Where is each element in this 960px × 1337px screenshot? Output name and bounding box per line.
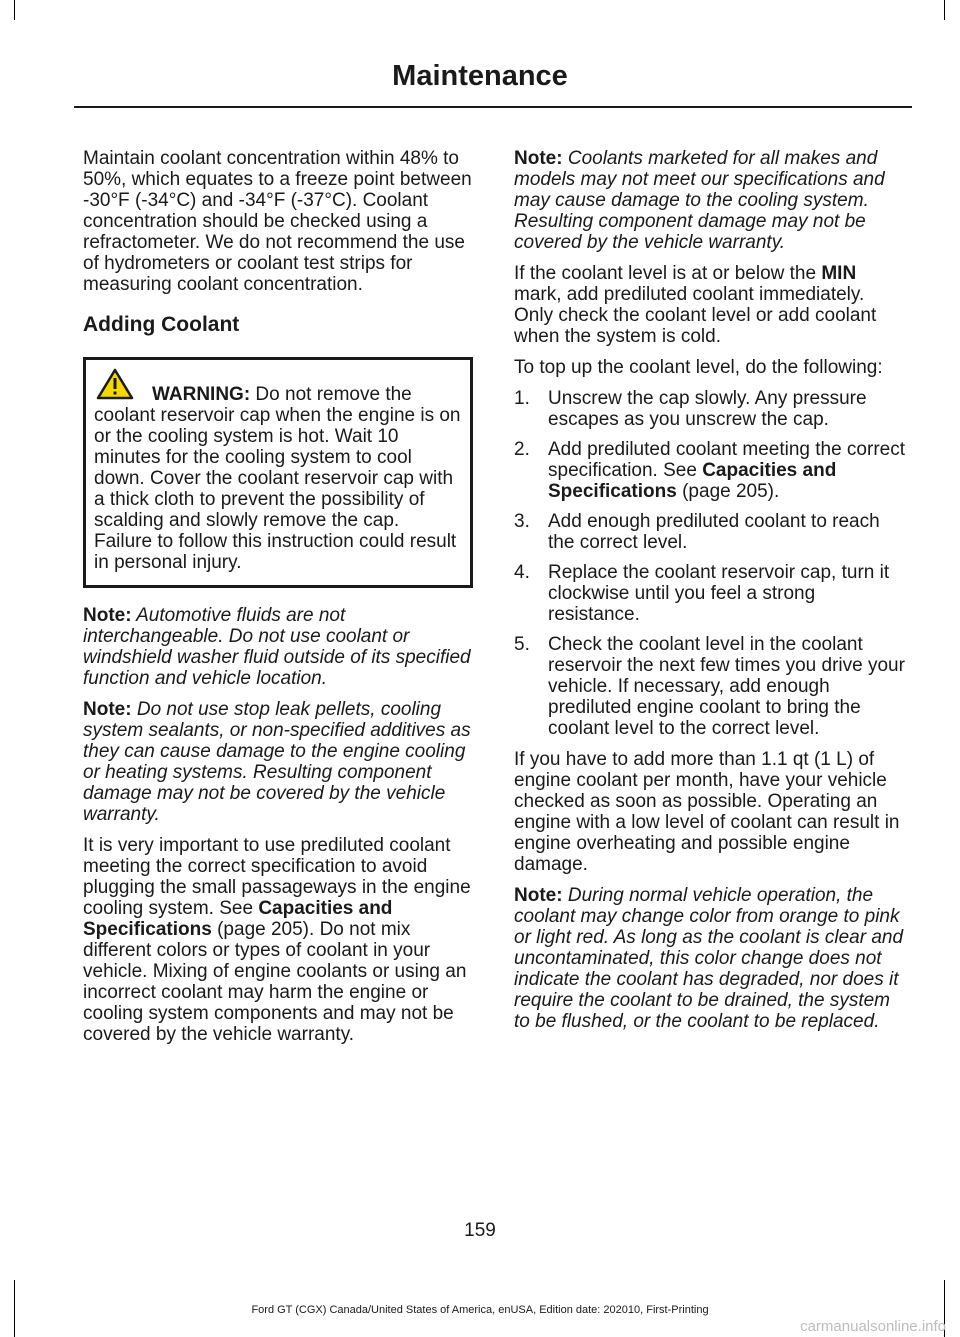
step-number: 4. (514, 562, 530, 583)
step-text: (page 205). (676, 481, 780, 502)
page-number: 159 (464, 1220, 496, 1241)
left-column (83, 148, 475, 1055)
step-number: 3. (514, 511, 530, 532)
note-label: Note: (514, 885, 563, 906)
paragraph-text: It is very important to use prediluted coolant meeting the correct specification to avoid plugging the small passageways in the engine cooling system. See (83, 835, 471, 919)
crop-mark-top-left (14, 0, 15, 20)
crop-mark-top-right (944, 0, 945, 20)
list-item (514, 511, 906, 553)
intro-paragraph: Maintain coolant concentration within 48% to 50%, which equates to a freeze point between -30°F (-34°C) and -34°F (-37°C). Coolant concentration should be checked using a refractometer. We do not recommend the use of hydrometers or coolant test strips for measuring coolant concentration. (83, 148, 472, 295)
add-more-paragraph: If you have to add more than 1.1 qt (1 L) of engine coolant per month, have your vehicle checked as soon as possible. Operating an engine with a low level of coolant can result in engine overheating and possible engine damage. (514, 749, 900, 875)
topup-steps-list (514, 388, 906, 739)
warning-text (94, 384, 462, 573)
list-item (514, 634, 906, 739)
warning-label: WARNING: (152, 384, 251, 405)
note-text: Automotive fluids are not interchangeable. Do not use coolant or windshield washer fluid outside of its specified function and vehicle location. (83, 605, 471, 689)
header-divider (74, 106, 912, 108)
note-coolants-marketed (514, 148, 906, 253)
note-text: Do not use stop leak pellets, cooling system sealants, or non-specified additives as they can cause damage to the engine cooling or heating systems. Resulting component damage may not be covered by the vehicle warranty. (83, 699, 471, 825)
note-label: Note: (83, 605, 132, 626)
list-item (514, 562, 906, 625)
step-text: Add enough prediluted coolant to reach the correct level. (548, 511, 880, 553)
warning-box (83, 357, 473, 588)
watermark-text: carmanualsonline.info (800, 1318, 946, 1335)
note-color-change (514, 885, 906, 1032)
step-text: Add prediluted coolant meeting the correct specification. See (548, 439, 905, 481)
paragraph-text: (page 205). Do not mix different colors or types of coolant in your vehicle. Mixing of engine coolants or using an incorrect coolant may harm the engine or cooling system components and may not be covered by the vehicle warranty. (83, 919, 467, 1045)
note-stop-leak (83, 699, 475, 825)
step-text: Unscrew the cap slowly. Any pressure escapes as you unscrew the cap. (548, 388, 867, 430)
step-number: 2. (514, 439, 530, 460)
topup-intro: To top up the coolant level, do the following: (514, 357, 883, 378)
warning-body: Do not remove the coolant reservoir cap when the engine is on or the cooling system is hot. Wait 10 minutes for the cooling system to cool down. Cover the coolant reservoir cap with a thick cloth to prevent the possibility of scalding and slowly remove the cap. Failure to follow this instruction could result in personal injury. (94, 384, 461, 573)
warning-triangle-icon (96, 368, 134, 400)
step-number: 5. (514, 634, 530, 655)
page-title: Maintenance (392, 60, 568, 92)
step-number: 1. (514, 388, 530, 409)
note-text: During normal vehicle operation, the coolant may change color from orange to pink or light red. As long as the coolant is clear and uncontaminated, this color change does not indicate the coolant has degraded, nor does it require the coolant to be drained, the system to be flushed, or the coolant to be replaced. (514, 885, 904, 1032)
right-column (514, 148, 906, 1042)
list-item (514, 439, 906, 502)
capacities-link[interactable]: Capacities and Specifications (548, 460, 837, 502)
footer-edition-text: Ford GT (CGX) Canada/United States of America, enUSA, Edition date: 202010, First-Printing (251, 1304, 709, 1316)
prediluted-coolant-paragraph (83, 835, 475, 1045)
min-mark-label: MIN (821, 263, 857, 284)
section-heading: Adding Coolant (83, 313, 240, 336)
note-text: Coolants marketed for all makes and models may not meet our specifications and may cause damage to the cooling system. Resulting component damage may not be covered by the vehicle warranty. (514, 148, 885, 253)
min-level-paragraph (514, 263, 906, 347)
step-text: Replace the coolant reservoir cap, turn it clockwise until you feel a strong resistance. (548, 562, 890, 625)
note-automotive-fluids (83, 605, 475, 689)
capacities-link[interactable]: Capacities and Specifications (83, 898, 393, 940)
note-label: Note: (514, 148, 563, 169)
paragraph-text: If the coolant level is at or below the (514, 263, 822, 284)
note-label: Note: (83, 699, 132, 720)
list-item (514, 388, 906, 430)
paragraph-text: mark, add prediluted coolant immediately. Only check the coolant level or add coolant when the system is cold. (514, 284, 877, 347)
step-text: Check the coolant level in the coolant reservoir the next few times you drive your vehicle. If necessary, add enough prediluted engine coolant to bring the coolant level to the correct level. (548, 634, 905, 739)
